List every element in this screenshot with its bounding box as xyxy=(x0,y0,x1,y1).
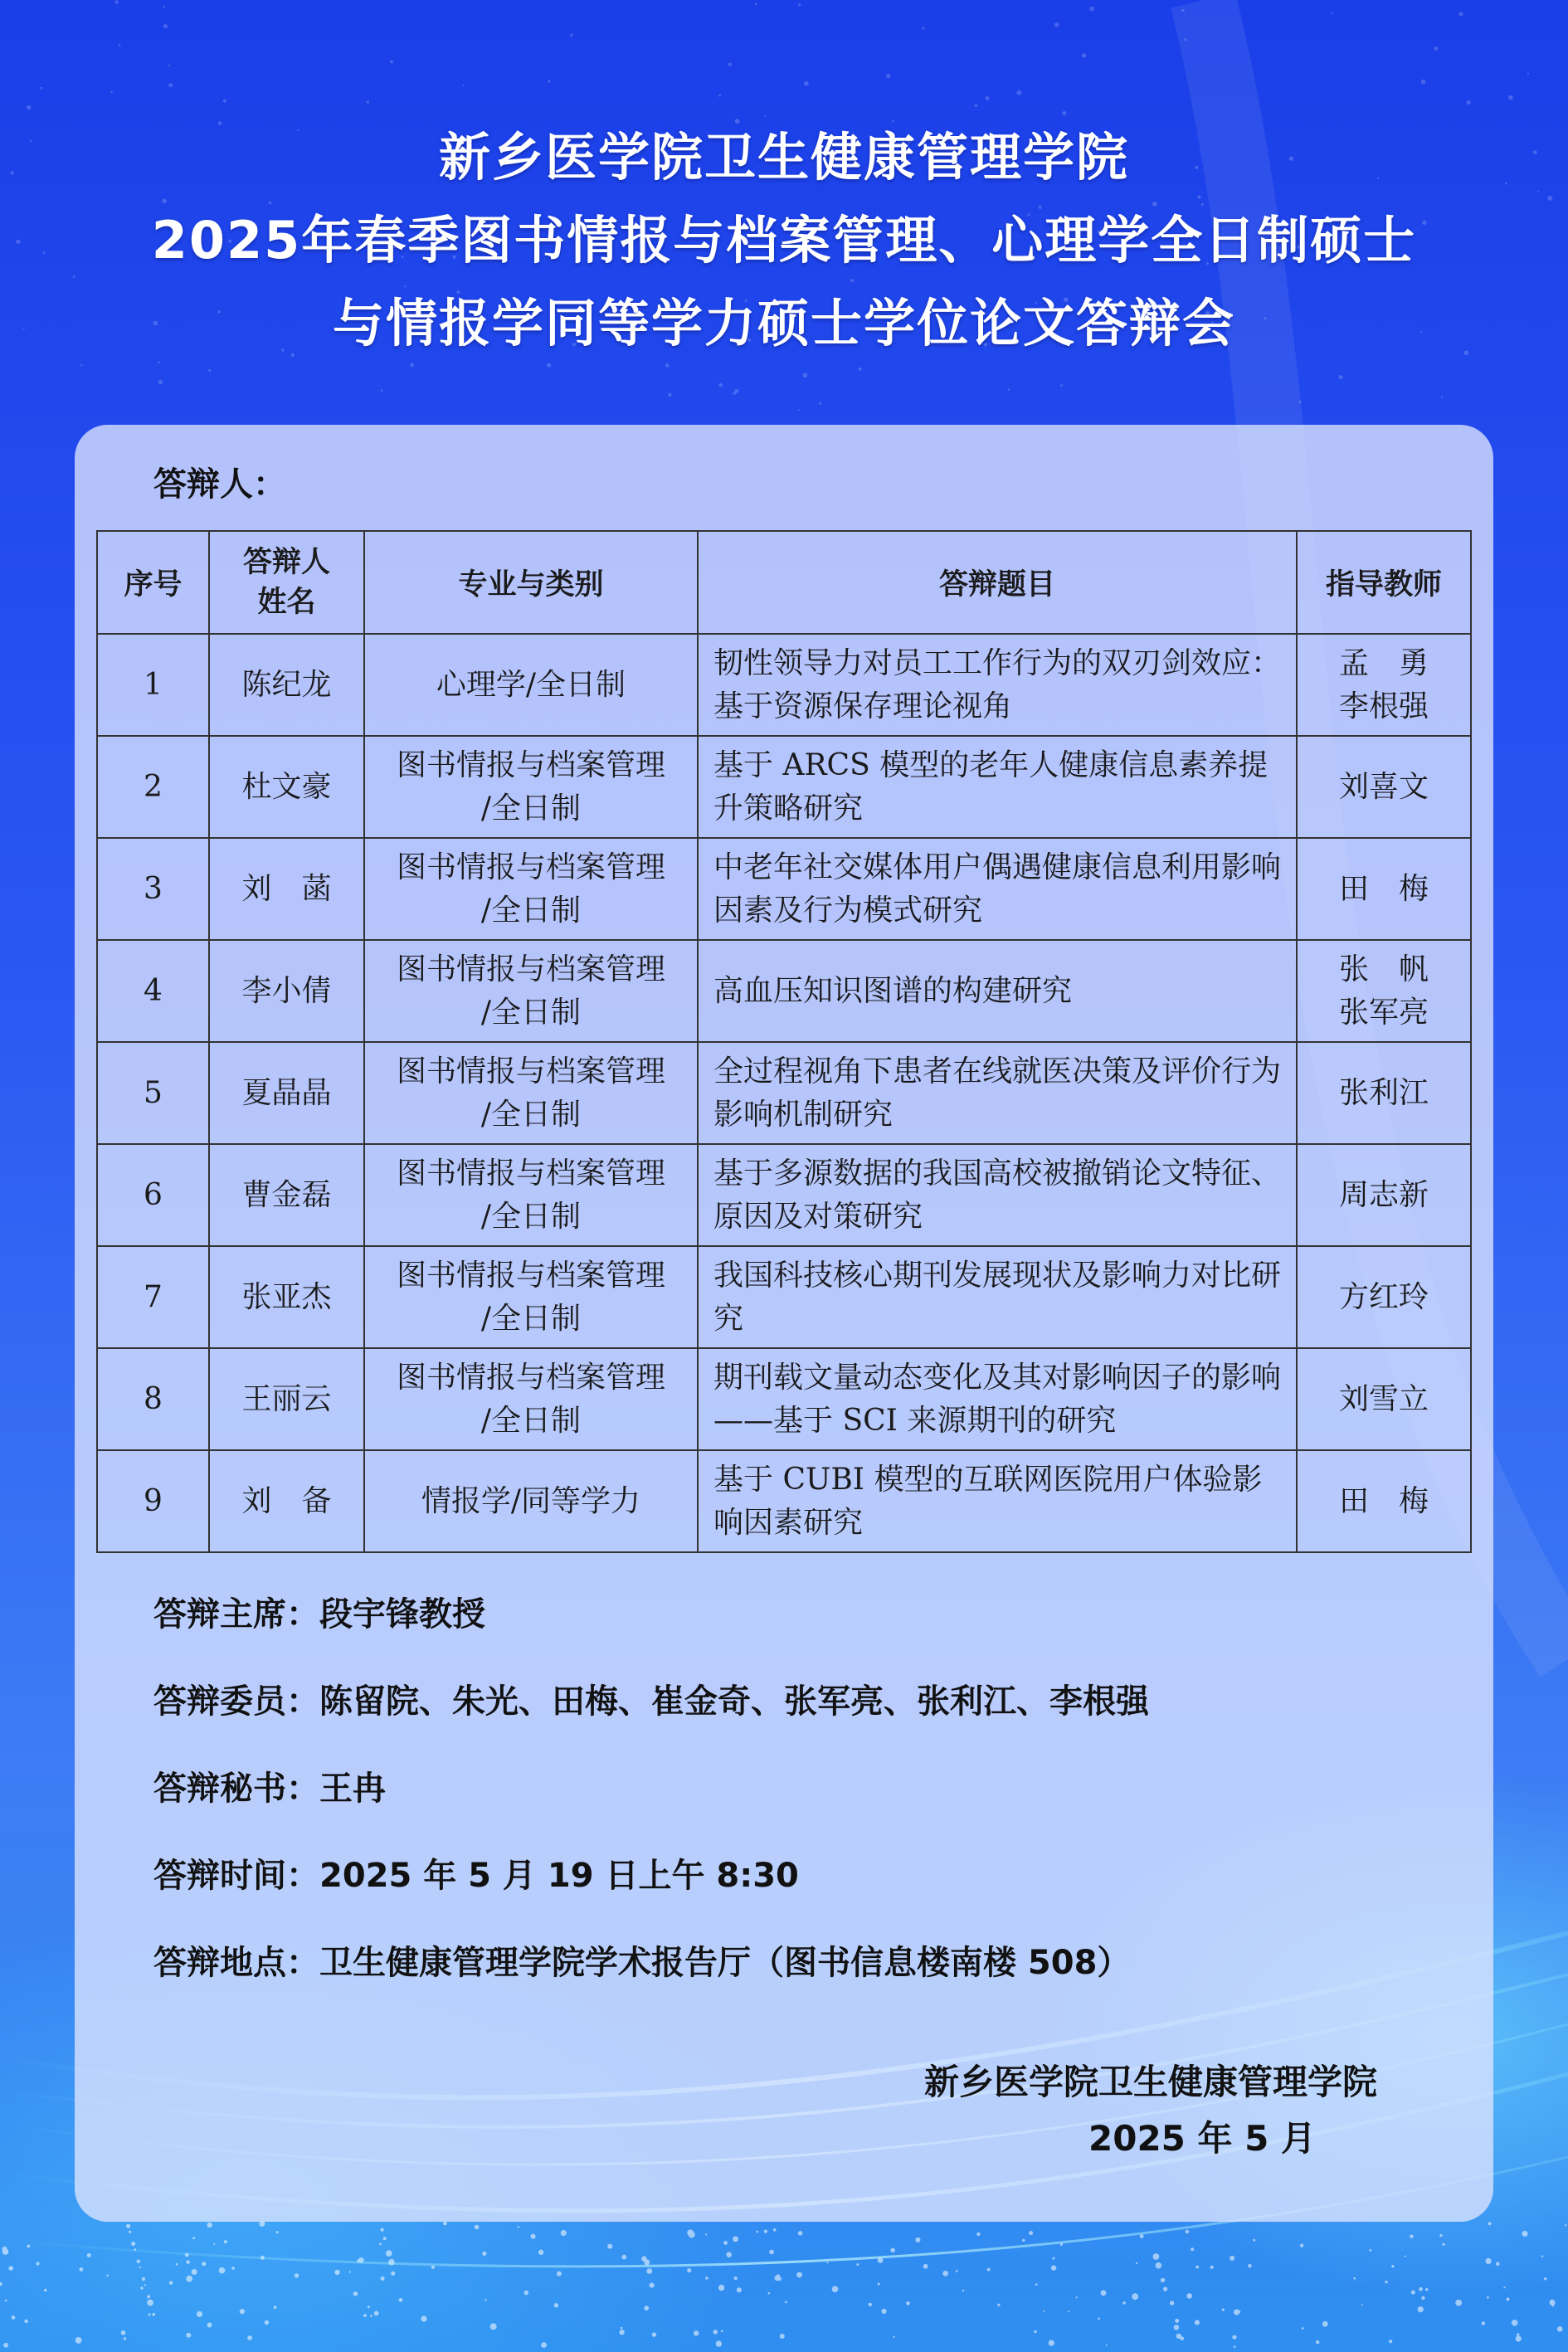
cell-major xyxy=(364,1246,698,1348)
chair-line: 答辩主席：段宇锋教授 xyxy=(153,1595,485,1634)
cell-name-text: 刘 备 xyxy=(241,1483,332,1518)
table-row xyxy=(97,736,1471,838)
cell-topic-text: 高血压知识图谱的构建研究 xyxy=(713,973,1073,1008)
cell-topic-text: 全过程视角下患者在线就医决策及评价行为影响机制研究 xyxy=(713,1054,1282,1132)
cell-major-line2: /全日制 xyxy=(480,893,582,928)
cell-no-text: 2 xyxy=(144,769,163,804)
header-topic: 答辩题目 xyxy=(698,531,1297,634)
title-line-2: 2025年春季图书情报与档案管理、心理学全日制硕士 xyxy=(151,210,1417,270)
defenders-label: 答辩人： xyxy=(153,465,286,504)
cell-no xyxy=(97,736,209,838)
cell-advisor-line2: 李根强 xyxy=(1338,689,1429,723)
table-row xyxy=(97,1348,1471,1450)
cell-advisor-line1: 刘雪立 xyxy=(1338,1381,1429,1416)
cell-major xyxy=(364,634,698,736)
cell-name xyxy=(209,1450,364,1552)
cell-advisor xyxy=(1297,838,1471,940)
cell-advisor xyxy=(1297,1348,1471,1450)
cell-major xyxy=(364,1348,698,1450)
cell-name xyxy=(209,1042,364,1144)
cell-major-line1: 图书情报与档案管理 xyxy=(396,1054,665,1088)
cell-no-text: 6 xyxy=(144,1177,163,1212)
cell-topic xyxy=(698,634,1297,736)
header-major: 专业与类别 xyxy=(364,531,698,634)
cell-major-line1: 图书情报与档案管理 xyxy=(396,747,665,782)
content-panel xyxy=(75,425,1493,2222)
cell-advisor-line1: 刘喜文 xyxy=(1338,769,1429,804)
title-line-3: 与情报学同等学力硕士学位论文答辩会 xyxy=(332,293,1235,353)
cell-no xyxy=(97,1246,209,1348)
header-advisor: 指导教师 xyxy=(1297,531,1471,634)
cell-advisor-line1: 孟 勇 xyxy=(1338,645,1429,680)
cell-topic xyxy=(698,1246,1297,1348)
cell-major-line1: 图书情报与档案管理 xyxy=(396,850,665,884)
cell-advisor-line1: 张利江 xyxy=(1338,1075,1429,1110)
cell-major xyxy=(364,1042,698,1144)
cell-major-line2: /全日制 xyxy=(480,1097,582,1132)
cell-major-line1: 心理学/全日制 xyxy=(436,667,626,702)
cell-major-line1: 图书情报与档案管理 xyxy=(396,1360,665,1395)
cell-topic xyxy=(698,1144,1297,1246)
cell-no xyxy=(97,1042,209,1144)
cell-no-text: 4 xyxy=(144,973,163,1008)
members-line: 答辩委员：陈留院、朱光、田梅、崔金奇、张军亮、张利江、李根强 xyxy=(153,1682,1149,1721)
cell-advisor xyxy=(1297,940,1471,1042)
cell-topic xyxy=(698,1450,1297,1552)
cell-advisor-line1: 张 帆 xyxy=(1338,952,1429,986)
cell-advisor-line1: 田 梅 xyxy=(1338,871,1429,906)
cell-name xyxy=(209,838,364,940)
cell-no xyxy=(97,634,209,736)
cell-advisor xyxy=(1297,736,1471,838)
table-row xyxy=(97,1246,1471,1348)
table-header-row xyxy=(97,531,1471,634)
cell-topic-text: 我国科技核心期刊发展现状及影响力对比研究 xyxy=(713,1258,1282,1336)
header-name-line2: 姓名 xyxy=(257,586,316,619)
cell-name-text: 刘 菡 xyxy=(241,871,332,906)
cell-no-text: 7 xyxy=(144,1279,163,1314)
cell-major-line2: /全日制 xyxy=(480,1403,582,1438)
table-row xyxy=(97,1144,1471,1246)
header-name-line1: 答辩人 xyxy=(242,546,330,579)
cell-no xyxy=(97,1450,209,1552)
cell-advisor-line1: 田 梅 xyxy=(1338,1483,1429,1518)
signature-date: 2025 年 5 月 xyxy=(1088,2118,1316,2159)
cell-no xyxy=(97,838,209,940)
cell-name-text: 张亚杰 xyxy=(241,1279,332,1314)
location-line: 答辩地点：卫生健康管理学院学术报告厅（图书信息楼南楼 508） xyxy=(153,1944,1131,1982)
cell-advisor-line2: 张军亮 xyxy=(1338,995,1429,1030)
cell-advisor-line1: 方红玲 xyxy=(1338,1279,1429,1314)
cell-topic-text: 韧性领导力对员工工作行为的双刃剑效应：基于资源保存理论视角 xyxy=(713,645,1282,723)
defense-table xyxy=(96,530,1472,1553)
cell-no-text: 1 xyxy=(144,667,163,702)
cell-major xyxy=(364,1144,698,1246)
cell-topic xyxy=(698,940,1297,1042)
cell-major-line2: /全日制 xyxy=(480,995,582,1030)
signature-org: 新乡医学院卫生健康管理学院 xyxy=(924,2062,1378,2102)
cell-topic-text: 基于 ARCS 模型的老年人健康信息素养提升策略研究 xyxy=(713,747,1269,825)
cell-no-text: 5 xyxy=(144,1075,163,1110)
table-row xyxy=(97,838,1471,940)
cell-name xyxy=(209,940,364,1042)
cell-major xyxy=(364,838,698,940)
cell-topic-text: 基于多源数据的我国高校被撤销论文特征、原因及对策研究 xyxy=(713,1156,1282,1234)
cell-no-text: 3 xyxy=(144,871,163,906)
cell-no-text: 8 xyxy=(144,1381,163,1416)
cell-topic-text: 期刊载文量动态变化及其对影响因子的影响——基于 SCI 来源期刊的研究 xyxy=(713,1360,1282,1438)
cell-name-text: 夏晶晶 xyxy=(241,1075,332,1110)
cell-major-line1: 图书情报与档案管理 xyxy=(396,1156,665,1191)
cell-topic xyxy=(698,1042,1297,1144)
cell-topic-text: 中老年社交媒体用户偶遇健康信息利用影响因素及行为模式研究 xyxy=(713,850,1282,928)
cell-advisor-line1: 周志新 xyxy=(1338,1177,1429,1212)
cell-no xyxy=(97,1144,209,1246)
cell-major-line2: /全日制 xyxy=(480,1301,582,1336)
title-line-1: 新乡医学院卫生健康管理学院 xyxy=(438,127,1129,187)
cell-major-line1: 情报学/同等学力 xyxy=(421,1483,641,1518)
cell-topic xyxy=(698,1348,1297,1450)
time-line: 答辩时间：2025 年 5 月 19 日上午 8:30 xyxy=(153,1857,799,1895)
header-name xyxy=(209,531,364,634)
page-title xyxy=(0,116,1568,365)
cell-major-line1: 图书情报与档案管理 xyxy=(396,952,665,986)
cell-name xyxy=(209,1348,364,1450)
cell-topic xyxy=(698,736,1297,838)
table-row xyxy=(97,1042,1471,1144)
cell-name-text: 王丽云 xyxy=(241,1381,332,1416)
header-no: 序号 xyxy=(97,531,209,634)
cell-no xyxy=(97,1348,209,1450)
cell-topic xyxy=(698,838,1297,940)
cell-major-line1: 图书情报与档案管理 xyxy=(396,1258,665,1293)
cell-no xyxy=(97,940,209,1042)
cell-name xyxy=(209,1144,364,1246)
cell-major xyxy=(364,940,698,1042)
cell-advisor xyxy=(1297,1450,1471,1552)
table-row xyxy=(97,940,1471,1042)
cell-advisor xyxy=(1297,1246,1471,1348)
cell-name xyxy=(209,1246,364,1348)
table-row xyxy=(97,1450,1471,1552)
cell-advisor xyxy=(1297,634,1471,736)
cell-major xyxy=(364,736,698,838)
cell-name-text: 曹金磊 xyxy=(241,1177,332,1212)
cell-major xyxy=(364,1450,698,1552)
cell-name-text: 陈纪龙 xyxy=(241,667,332,702)
cell-name xyxy=(209,736,364,838)
cell-no-text: 9 xyxy=(144,1483,163,1518)
secretary-line: 答辩秘书：王冉 xyxy=(153,1770,386,1808)
cell-topic-text: 基于 CUBI 模型的互联网医院用户体验影响因素研究 xyxy=(713,1462,1263,1540)
cell-major-line2: /全日制 xyxy=(480,791,582,825)
cell-name-text: 李小倩 xyxy=(241,973,332,1008)
table-row xyxy=(97,634,1471,736)
cell-advisor xyxy=(1297,1144,1471,1246)
cell-major-line2: /全日制 xyxy=(480,1199,582,1234)
cell-name-text: 杜文豪 xyxy=(241,769,332,804)
cell-advisor xyxy=(1297,1042,1471,1144)
cell-name xyxy=(209,634,364,736)
